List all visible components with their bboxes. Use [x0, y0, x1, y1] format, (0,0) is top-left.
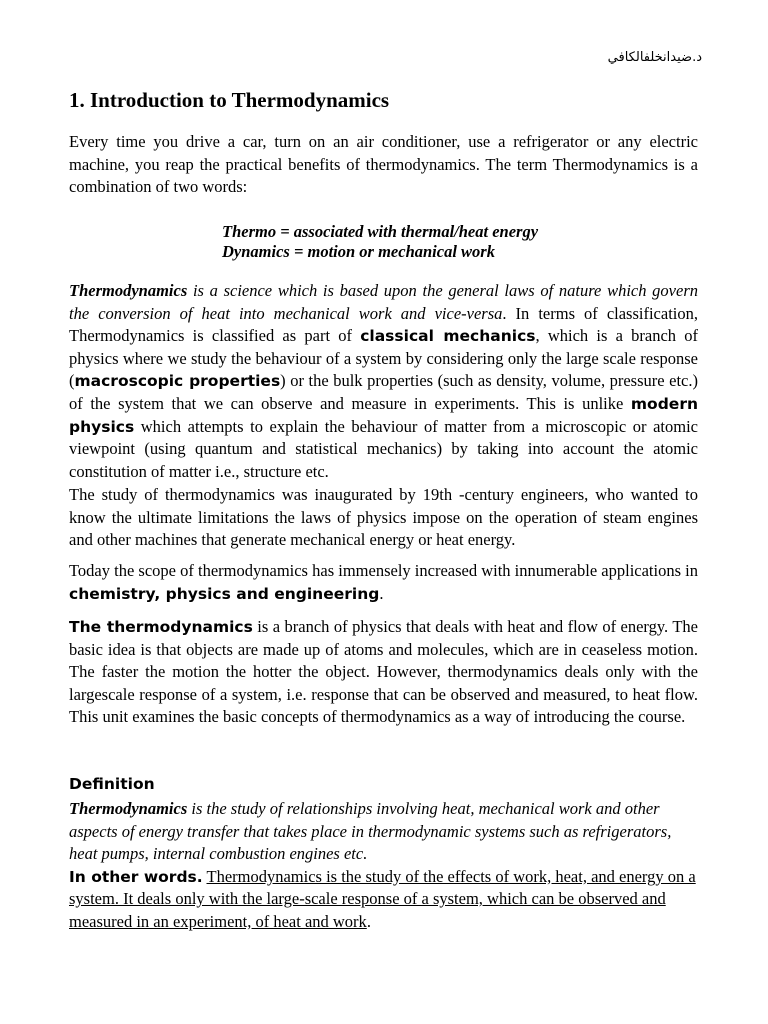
intro-paragraph: Every time you drive a car, turn on an air conditioner, use a refrigerator or any electric machine, you reap the practical benefits of thermodynamics. The term Thermodynamics is a combination of two words: — [69, 132, 698, 197]
text-span: ) or the bulk properties (such as density, volume, pressure etc.) of the system that we can observe and measure in experiments. This is unlike — [69, 371, 698, 413]
definition-text: is the study of relationships involving heat, mechanical work and other aspects of energy transfer that takes place in thermodynamic systems such as refrigerators, heat pumps, internal combustion engines etc. — [69, 799, 672, 864]
text-span: . In terms of classification, Thermodynamics is classified as part of — [69, 303, 699, 346]
branch-paragraph — [69, 616, 698, 729]
classical-mechanics: classical mechanics — [360, 327, 536, 346]
modern-physics: modern physics — [69, 394, 698, 436]
page-title: 1. Introduction to Thermodynamics — [69, 88, 390, 112]
definition-paragraph — [69, 798, 698, 934]
history-paragraph: The study of thermodynamics was inaugurated by 19th -century engineers, who wanted to know the ultimate limitations the laws of physics impose on the operation of steam engines and other machines that generate mechanical energy or heat energy. — [69, 485, 698, 550]
dynamics-definition: Dynamics = motion or mechanical work — [222, 242, 495, 261]
underlined-definition: Thermodynamics is the study of the effects of work, heat, and energy on a system. It deals only with the large-scale response of a system, which can be observed and measured in an experiment, of heat and work — [69, 866, 696, 931]
thermo-definition: Thermo = associated with thermal/heat energy — [222, 222, 539, 241]
author-signature: د.ضيدانخلفالكافي — [607, 50, 702, 65]
the-thermodynamics-term: The thermodynamics — [69, 618, 253, 636]
definition-heading: Definition — [69, 775, 155, 793]
fields-list: chemistry, physics and engineering — [69, 584, 380, 603]
macroscopic-properties: macroscopic properties — [74, 372, 281, 391]
term-thermodynamics: Thermodynamics — [69, 281, 188, 300]
science-definition: is a science which is based upon the general laws of nature which govern the conversion of heat into mechanical work and vice-versa — [69, 281, 698, 323]
scope-paragraph — [69, 560, 698, 605]
text-span: which attempts to explain the behaviour of matter from a microscopic or atomic viewpoint (using quantum and statistical mechanics) by taking into account the atomic constitution of matter i.e., structure etc. — [69, 416, 698, 481]
text-span: . — [379, 583, 384, 603]
text-span: Today the scope of thermodynamics has immensely increased with innumerable applications in — [69, 561, 698, 580]
other-words-label: In other words. — [69, 867, 203, 886]
definition-term: Thermodynamics — [69, 799, 188, 818]
text-span: , which is a branch of physics where we study the behaviour of a system by considering only the large scale response ( — [69, 326, 698, 391]
classification-paragraph — [69, 280, 698, 483]
text-span: is a branch of physics that deals with heat and flow of energy. The basic idea is that objects are made up of atoms and molecules, which are in ceaseless motion. The faster the motion the hotter the object. However, thermodynamics deals only with the largescale response of a system, i.e. response that can be observed and measured, to heat flow. This unit examines the basic concepts of thermodynamics as a way of introducing the course. — [69, 617, 698, 727]
text-span: . — [366, 911, 371, 931]
